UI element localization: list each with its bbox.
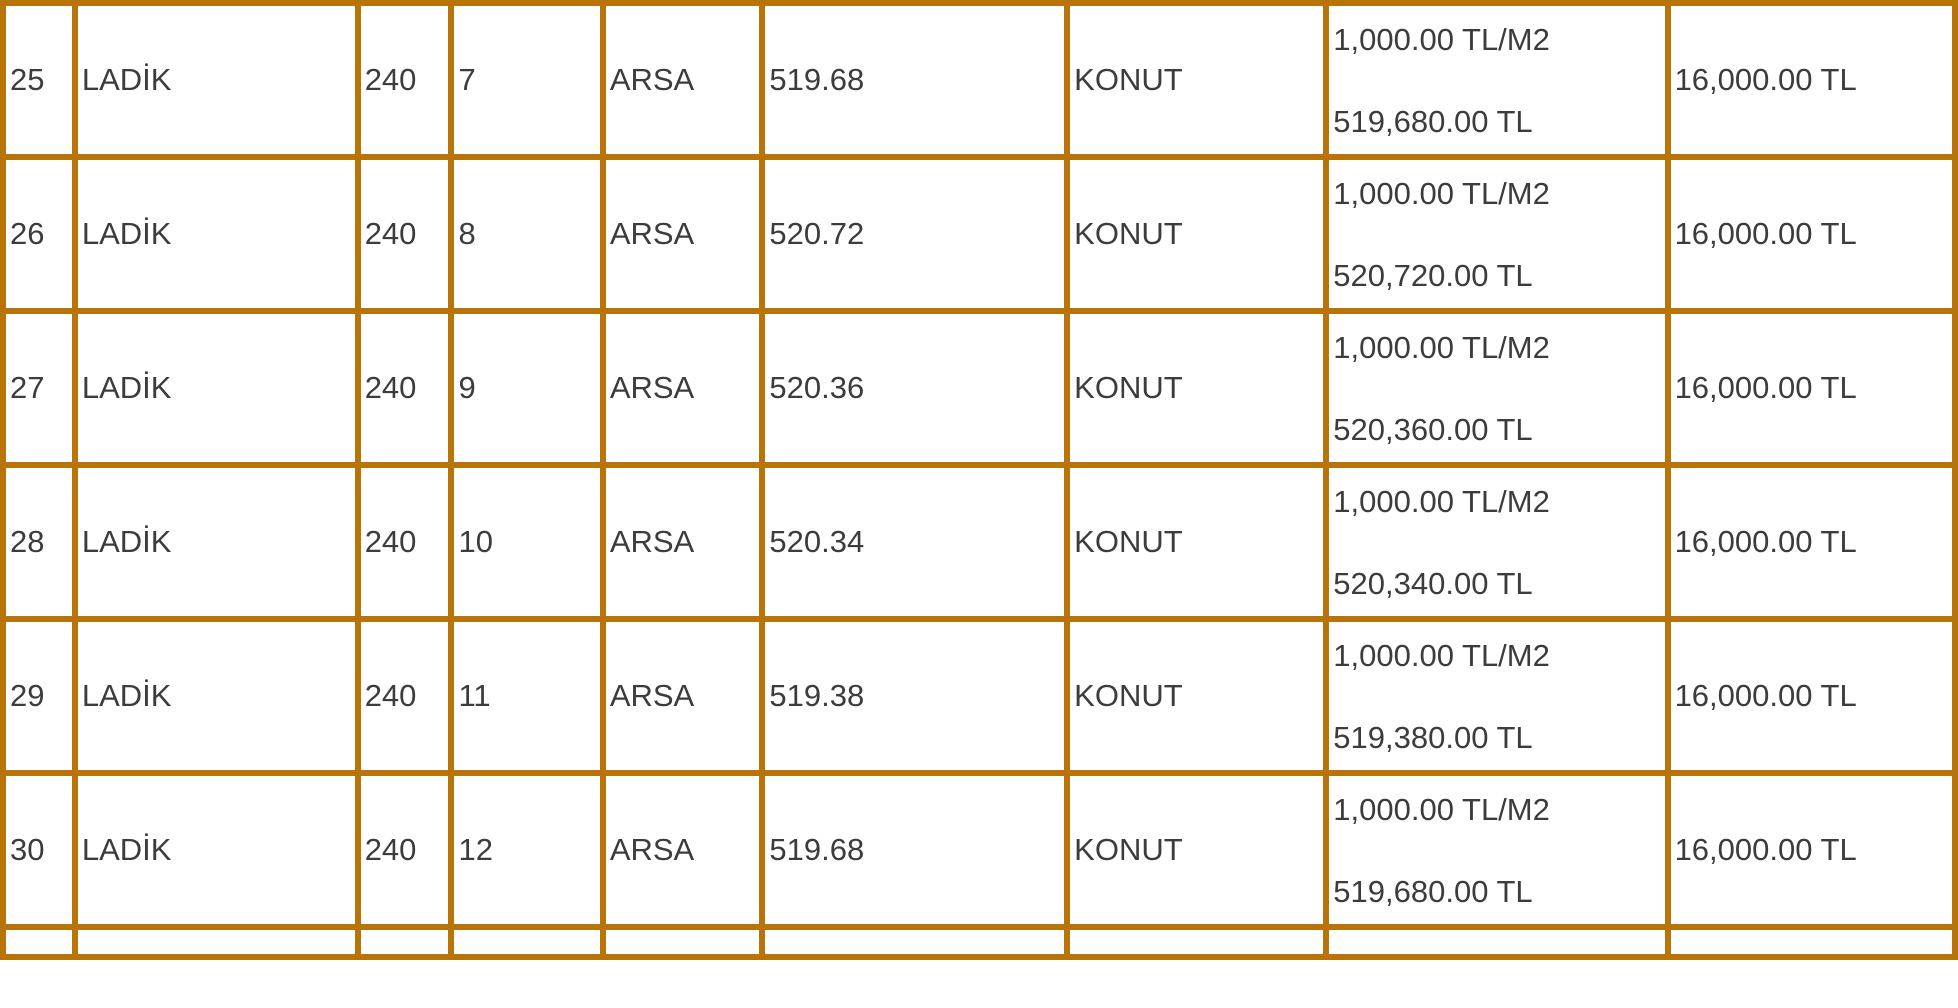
block-cell: 240	[358, 773, 452, 927]
deposit-cell: 16,000.00 TL	[1668, 3, 1955, 157]
block-cell: 240	[358, 3, 452, 157]
deposit-cell: 16,000.00 TL	[1668, 619, 1955, 773]
parcel-cell: 8	[451, 157, 602, 311]
row-number: 30	[3, 773, 75, 927]
deposit-cell: 16,000.00 TL	[1668, 157, 1955, 311]
table-row	[3, 773, 1955, 927]
deposit-cell: 16,000.00 TL	[1668, 465, 1955, 619]
neighborhood-cell: LADİK	[75, 465, 358, 619]
block-cell: 240	[358, 311, 452, 465]
area-cell: 519.38	[762, 619, 1067, 773]
type-cell: ARSA	[603, 619, 763, 773]
total-price: 519,380.00 TL	[1333, 719, 1533, 755]
row-number: 27	[3, 311, 75, 465]
row-number: 29	[3, 619, 75, 773]
type-cell: ARSA	[603, 3, 763, 157]
zoning-cell: KONUT	[1067, 465, 1326, 619]
zoning-cell: KONUT	[1067, 311, 1326, 465]
type-cell: ARSA	[603, 157, 763, 311]
price-cell	[1326, 465, 1667, 619]
unit-price: 1,000.00 TL/M2	[1333, 791, 1550, 827]
unit-price: 1,000.00 TL/M2	[1333, 175, 1550, 211]
parcel-cell: 10	[451, 465, 602, 619]
total-price: 519,680.00 TL	[1333, 103, 1533, 139]
area-cell: 520.72	[762, 157, 1067, 311]
price-cell	[1326, 311, 1667, 465]
zoning-cell: KONUT	[1067, 157, 1326, 311]
table-row	[3, 465, 1955, 619]
price-cell	[1326, 619, 1667, 773]
row-number: 26	[3, 157, 75, 311]
total-price: 520,720.00 TL	[1333, 257, 1533, 293]
table-row	[3, 619, 1955, 773]
block-cell: 240	[358, 157, 452, 311]
total-price: 520,340.00 TL	[1333, 565, 1533, 601]
unit-price: 1,000.00 TL/M2	[1333, 637, 1550, 673]
parcel-cell: 9	[451, 311, 602, 465]
type-cell: ARSA	[603, 773, 763, 927]
price-cell	[1326, 3, 1667, 157]
total-price: 519,680.00 TL	[1333, 873, 1533, 909]
table-row-partial	[3, 927, 1955, 957]
deposit-cell: 16,000.00 TL	[1668, 773, 1955, 927]
parcel-cell: 7	[451, 3, 602, 157]
unit-price: 1,000.00 TL/M2	[1333, 21, 1550, 57]
zoning-cell: KONUT	[1067, 773, 1326, 927]
block-cell: 240	[358, 465, 452, 619]
neighborhood-cell: LADİK	[75, 619, 358, 773]
neighborhood-cell: LADİK	[75, 311, 358, 465]
unit-price: 1,000.00 TL/M2	[1333, 329, 1550, 365]
total-price: 520,360.00 TL	[1333, 411, 1533, 447]
table-row	[3, 311, 1955, 465]
neighborhood-cell: LADİK	[75, 3, 358, 157]
price-cell	[1326, 157, 1667, 311]
unit-price: 1,000.00 TL/M2	[1333, 483, 1550, 519]
neighborhood-cell: LADİK	[75, 157, 358, 311]
type-cell: ARSA	[603, 311, 763, 465]
area-cell: 519.68	[762, 3, 1067, 157]
area-cell: 520.34	[762, 465, 1067, 619]
table-row	[3, 157, 1955, 311]
area-cell: 519.68	[762, 773, 1067, 927]
row-number: 25	[3, 3, 75, 157]
neighborhood-cell: LADİK	[75, 773, 358, 927]
table-row	[3, 3, 1955, 157]
table-body	[3, 3, 1955, 957]
parcel-cell: 12	[451, 773, 602, 927]
row-number: 28	[3, 465, 75, 619]
area-cell: 520.36	[762, 311, 1067, 465]
block-cell: 240	[358, 619, 452, 773]
type-cell: ARSA	[603, 465, 763, 619]
zoning-cell: KONUT	[1067, 3, 1326, 157]
deposit-cell: 16,000.00 TL	[1668, 311, 1955, 465]
zoning-cell: KONUT	[1067, 619, 1326, 773]
parcel-cell: 11	[451, 619, 602, 773]
price-cell	[1326, 773, 1667, 927]
